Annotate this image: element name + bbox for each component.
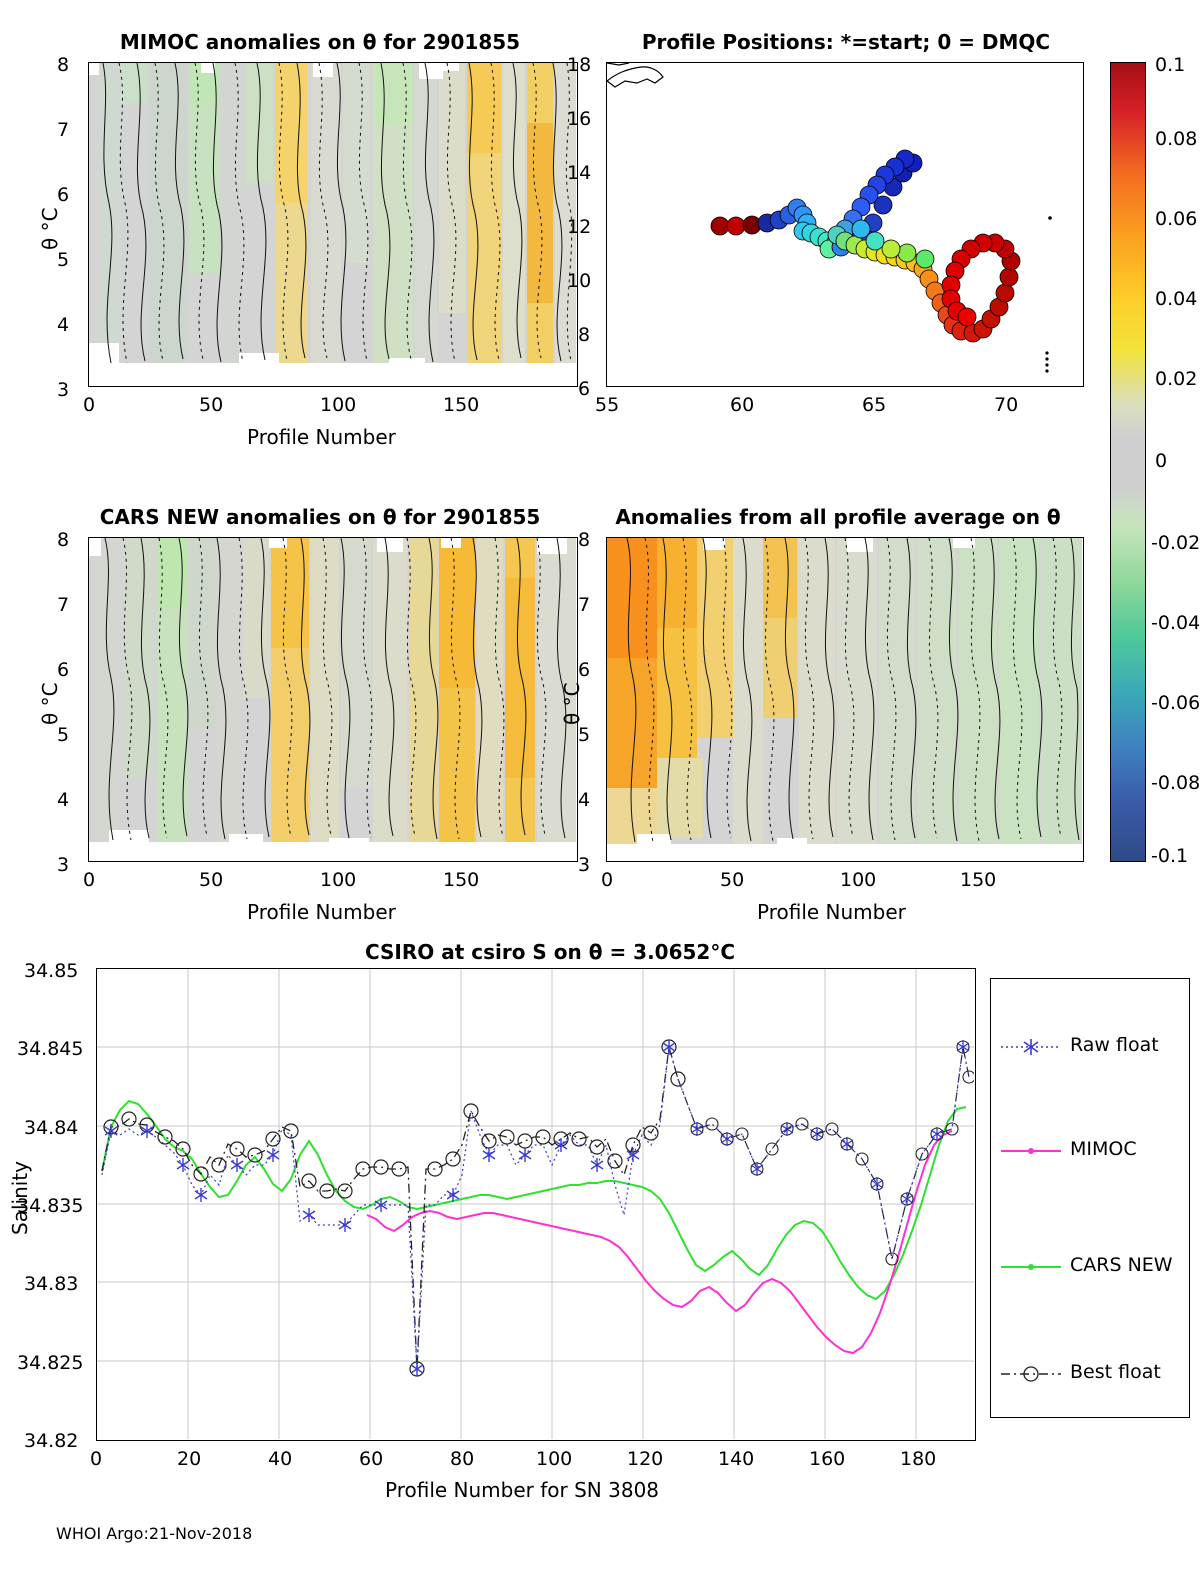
cars-xtick-150: 150 (443, 869, 480, 891)
mimoc-xtick-100: 100 (320, 394, 357, 416)
ts-ytick-34.85: 34.85 (24, 960, 79, 982)
allavg-title: Anomalies from all profile average on θ (615, 505, 1061, 529)
cars-xtick-50: 50 (199, 869, 224, 891)
allavg-xtick-50: 50 (720, 869, 745, 891)
mimoc-xlabel: Profile Number (247, 425, 396, 449)
cars-xtick-0: 0 (83, 869, 96, 891)
legend-label-best-float: Best float (1070, 1361, 1161, 1383)
colorbar-tick-0.08: 0.08 (1155, 128, 1198, 150)
colorbar-tick--0.04: -0.04 (1151, 612, 1200, 634)
ts-ytick-34.84: 34.84 (24, 1117, 79, 1139)
positions-ytick-10: 10 (567, 270, 592, 292)
colorbar-tick--0.1: -0.1 (1151, 845, 1189, 867)
positions-ytick-6: 6 (578, 378, 591, 400)
cars-ytick-7: 7 (57, 594, 70, 616)
ts-xtick-180: 180 (900, 1448, 937, 1470)
mimoc-ytick-7: 7 (57, 119, 70, 141)
colorbar-tick--0.08: -0.08 (1151, 772, 1200, 794)
allavg-ytick-8: 8 (578, 529, 591, 551)
ts-xtick-20: 20 (177, 1448, 202, 1470)
cars-ylabel: θ °C (38, 682, 62, 725)
allavg-ytick-5: 5 (578, 724, 591, 746)
allavg-xlabel: Profile Number (757, 900, 906, 924)
cars-title: CARS NEW anomalies on θ for 2901855 (99, 505, 541, 529)
ts-ytick-34.845: 34.845 (17, 1038, 84, 1060)
colorbar-gradient (1110, 62, 1146, 862)
positions-ytick-16: 16 (567, 108, 592, 130)
positions-ytick-18: 18 (567, 54, 592, 76)
mimoc-ytick-5: 5 (57, 249, 70, 271)
allavg-xtick-100: 100 (840, 869, 877, 891)
colorbar-tick-0.02: 0.02 (1155, 368, 1198, 390)
figure-footer: WHOI Argo:21-Nov-2018 (56, 1524, 253, 1543)
ts-xtick-0: 0 (90, 1448, 103, 1470)
allavg-xtick-150: 150 (960, 869, 997, 891)
cars-ytick-6: 6 (57, 659, 70, 681)
positions-ytick-14: 14 (567, 162, 592, 184)
positions-ytick-8: 8 (578, 324, 591, 346)
cars-ytick-8: 8 (57, 529, 70, 551)
ts-ytick-34.835: 34.835 (17, 1195, 84, 1217)
allavg-xtick-0: 0 (601, 869, 614, 891)
allavg-ylabel: θ °C (560, 682, 584, 725)
colorbar-tick-0.1: 0.1 (1155, 54, 1186, 76)
allavg-ytick-3: 3 (578, 854, 591, 876)
allavg-ytick-4: 4 (578, 789, 591, 811)
mimoc-xtick-150: 150 (443, 394, 480, 416)
colorbar-tick-0.04: 0.04 (1155, 288, 1198, 310)
ts-xtick-120: 120 (627, 1448, 664, 1470)
colorbar-tick--0.02: -0.02 (1151, 532, 1200, 554)
ts-ylabel: Salinity (8, 1161, 32, 1235)
mimoc-xtick-50: 50 (199, 394, 224, 416)
positions-xtick-55: 55 (595, 394, 620, 416)
legend-label-cars-new: CARS NEW (1070, 1254, 1173, 1276)
mimoc-ytick-6: 6 (57, 184, 70, 206)
legend-label-raw-float: Raw float (1070, 1034, 1159, 1056)
ts-ytick-34.82: 34.82 (24, 1430, 79, 1452)
ts-xtick-140: 140 (718, 1448, 755, 1470)
allavg-axes (606, 537, 1084, 862)
colorbar-tick-0.06: 0.06 (1155, 208, 1198, 230)
timeseries-title: CSIRO at csiro S on θ = 3.0652°C (364, 940, 736, 964)
ts-xtick-60: 60 (359, 1448, 384, 1470)
ts-xtick-80: 80 (450, 1448, 475, 1470)
mimoc-ytick-3: 3 (57, 379, 70, 401)
ts-xtick-100: 100 (536, 1448, 573, 1470)
cars-axes (88, 537, 578, 862)
mimoc-ylabel: θ °C (38, 207, 62, 250)
colorbar-tick--0.06: -0.06 (1151, 692, 1200, 714)
allavg-ytick-7: 7 (578, 594, 591, 616)
positions-xtick-70: 70 (994, 394, 1019, 416)
ts-ytick-34.825: 34.825 (17, 1352, 84, 1374)
mimoc-xtick-0: 0 (83, 394, 96, 416)
mimoc-ytick-4: 4 (57, 314, 70, 336)
ts-xtick-160: 160 (809, 1448, 846, 1470)
mimoc-ytick-8: 8 (57, 54, 70, 76)
cars-ytick-5: 5 (57, 724, 70, 746)
ts-xlabel: Profile Number for SN 3808 (385, 1478, 660, 1502)
ts-ytick-34.83: 34.83 (24, 1273, 79, 1295)
cars-ytick-4: 4 (57, 789, 70, 811)
allavg-ytick-6: 6 (578, 659, 591, 681)
mimoc-axes (88, 62, 578, 387)
ts-xtick-40: 40 (268, 1448, 293, 1470)
timeseries-axes (96, 968, 976, 1441)
cars-xlabel: Profile Number (247, 900, 396, 924)
cars-ytick-3: 3 (57, 854, 70, 876)
positions-xtick-60: 60 (730, 394, 755, 416)
positions-title: Profile Positions: *=start; 0 = DMQC (641, 30, 1051, 54)
positions-axes (606, 62, 1084, 387)
cars-xtick-100: 100 (320, 869, 357, 891)
mimoc-title: MIMOC anomalies on θ for 2901855 (119, 30, 521, 54)
legend-label-mimoc: MIMOC (1070, 1138, 1137, 1160)
positions-ytick-12: 12 (567, 216, 592, 238)
colorbar-tick-0: 0 (1155, 450, 1168, 472)
positions-xtick-65: 65 (862, 394, 887, 416)
